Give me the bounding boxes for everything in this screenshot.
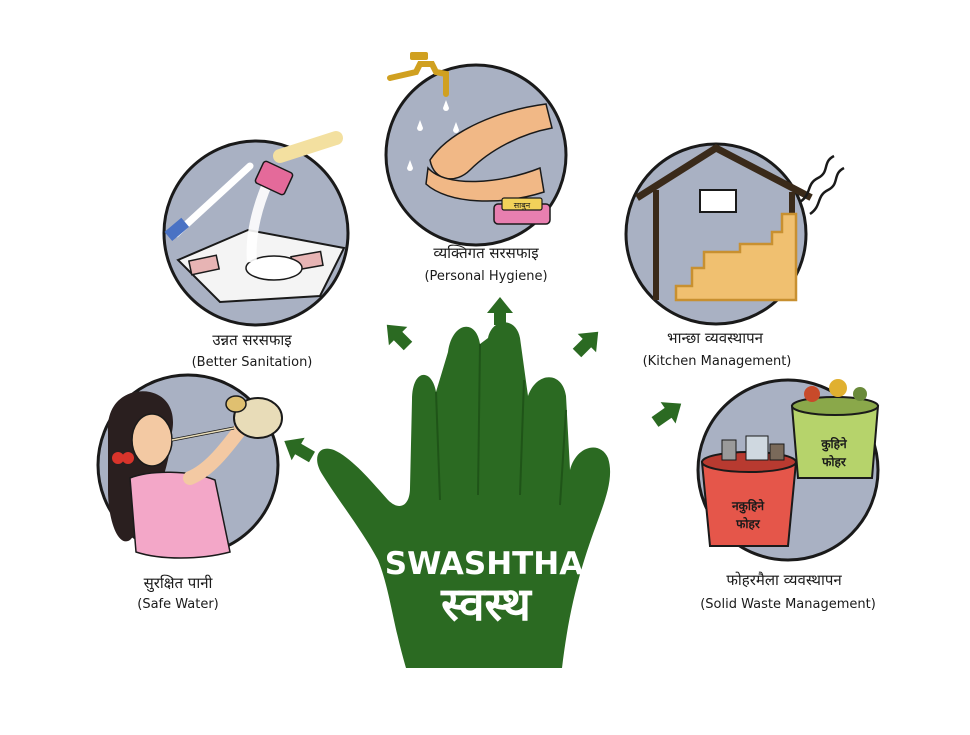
soap-label: साबुन <box>513 201 531 210</box>
better-sanitation-label-np: उन्नत सरसफाइ <box>212 331 292 349</box>
node-solid-waste <box>698 379 878 612</box>
green-bin-label-line1: कुहिने <box>821 437 847 451</box>
arrow-kitchen-management <box>568 323 608 363</box>
arrow-safe-water <box>278 430 319 469</box>
green-bin-label-line2: फोहर <box>822 455 846 469</box>
arrow-personal-hygiene <box>487 297 513 325</box>
node-kitchen-management <box>626 144 844 369</box>
red-bin-label-line1: नकुहिने <box>731 499 765 513</box>
safe-water-label-en: (Safe Water) <box>137 597 219 612</box>
personal-hygiene-label-en: (Personal Hygiene) <box>424 269 548 284</box>
safe-water-label-np: सुरक्षित पानी <box>143 574 213 592</box>
node-better-sanitation <box>164 138 348 370</box>
red-bin-label-line2: फोहर <box>736 517 760 531</box>
kitchen-management-label-np: भान्छा व्यवस्थापन <box>667 329 763 347</box>
brand-title-en: SWASHTHA <box>384 546 584 582</box>
node-safe-water <box>98 375 282 612</box>
arrow-better-sanitation <box>378 316 418 356</box>
kitchen-management-label-en: (Kitchen Management) <box>642 354 792 369</box>
better-sanitation-label-en: (Better Sanitation) <box>191 355 313 370</box>
solid-waste-label-np: फोहरमैला व्यवस्थापन <box>726 571 842 589</box>
brand-title-np: स्वस्थ <box>441 577 531 631</box>
personal-hygiene-label-np: व्यक्तिगत सरसफाइ <box>433 244 539 262</box>
central-hand <box>317 322 610 668</box>
node-personal-hygiene <box>386 52 566 284</box>
arrow-solid-waste <box>648 393 689 433</box>
solid-waste-label-en: (Solid Waste Management) <box>700 597 876 612</box>
